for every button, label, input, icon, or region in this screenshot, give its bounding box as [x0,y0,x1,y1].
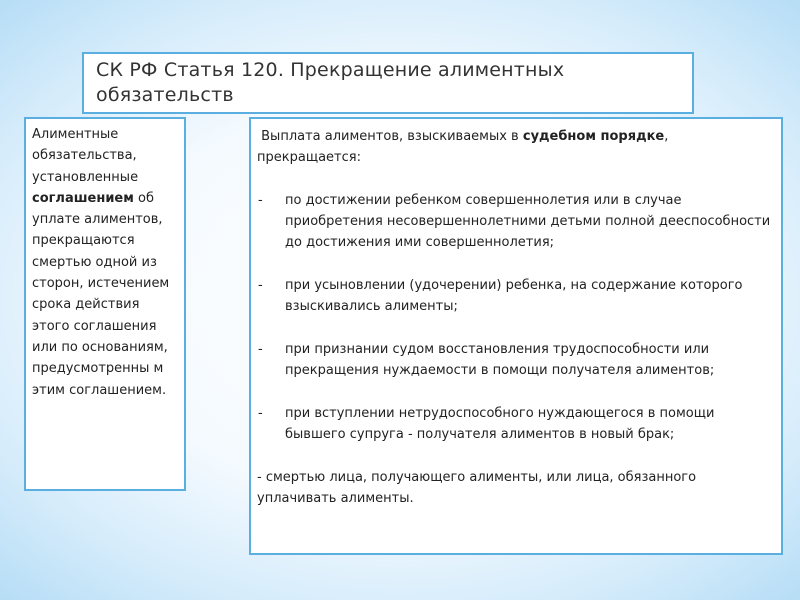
left-text-bold: соглашением [32,190,134,206]
list-item [257,275,775,318]
list-item-text: при вступлении нетрудоспособного нуждающегося в помощи бывшего супруга - получателя алиментов в новый брак; [285,405,715,443]
list-item [257,339,775,382]
bullet-dash: - [258,341,263,357]
left-text-box [24,117,186,491]
left-text-after: об уплате алиментов, прекращаются смертью одной из сторон, истечением срока действия этого соглашения или по основаниям, предусмотренны м этим соглашением. [32,190,170,398]
list-item-text: при признании судом восстановления трудоспособности или прекращения нуждаемости в помощи получателя алиментов; [285,341,715,379]
bullet-dash: - [258,405,263,421]
list-item [257,403,775,446]
slide-title: СК РФ Статья 120. Прекращение алиментных обязательств [96,59,565,106]
conditions-list [257,190,775,446]
intro-text-bold: судебном порядке [522,129,665,144]
closing-text: - смертью лица, получающего алименты, или лица, обязанного уплачивать алименты. [257,469,697,507]
bullet-dash: - [258,278,263,294]
bullet-dash: - [258,192,263,208]
right-text-box [249,117,783,555]
intro-text-before: Выплата алиментов, взыскиваемых в [261,129,523,144]
right-intro [257,126,775,169]
list-item-text: по достижении ребенком совершеннолетия или в случае приобретения несовершеннолетними детьми полной дееспособности до достижения ими совершеннолетия; [285,192,771,251]
left-text-before: Алиментные обязательства, установленные [32,127,139,185]
left-paragraph [32,124,180,401]
intro-text-after: , прекращается: [257,129,669,166]
title-box [82,52,694,114]
list-item [257,190,775,254]
list-item-text: при усыновлении (удочерении) ребенка, на содержание которого взыскивались алименты; [285,278,743,315]
